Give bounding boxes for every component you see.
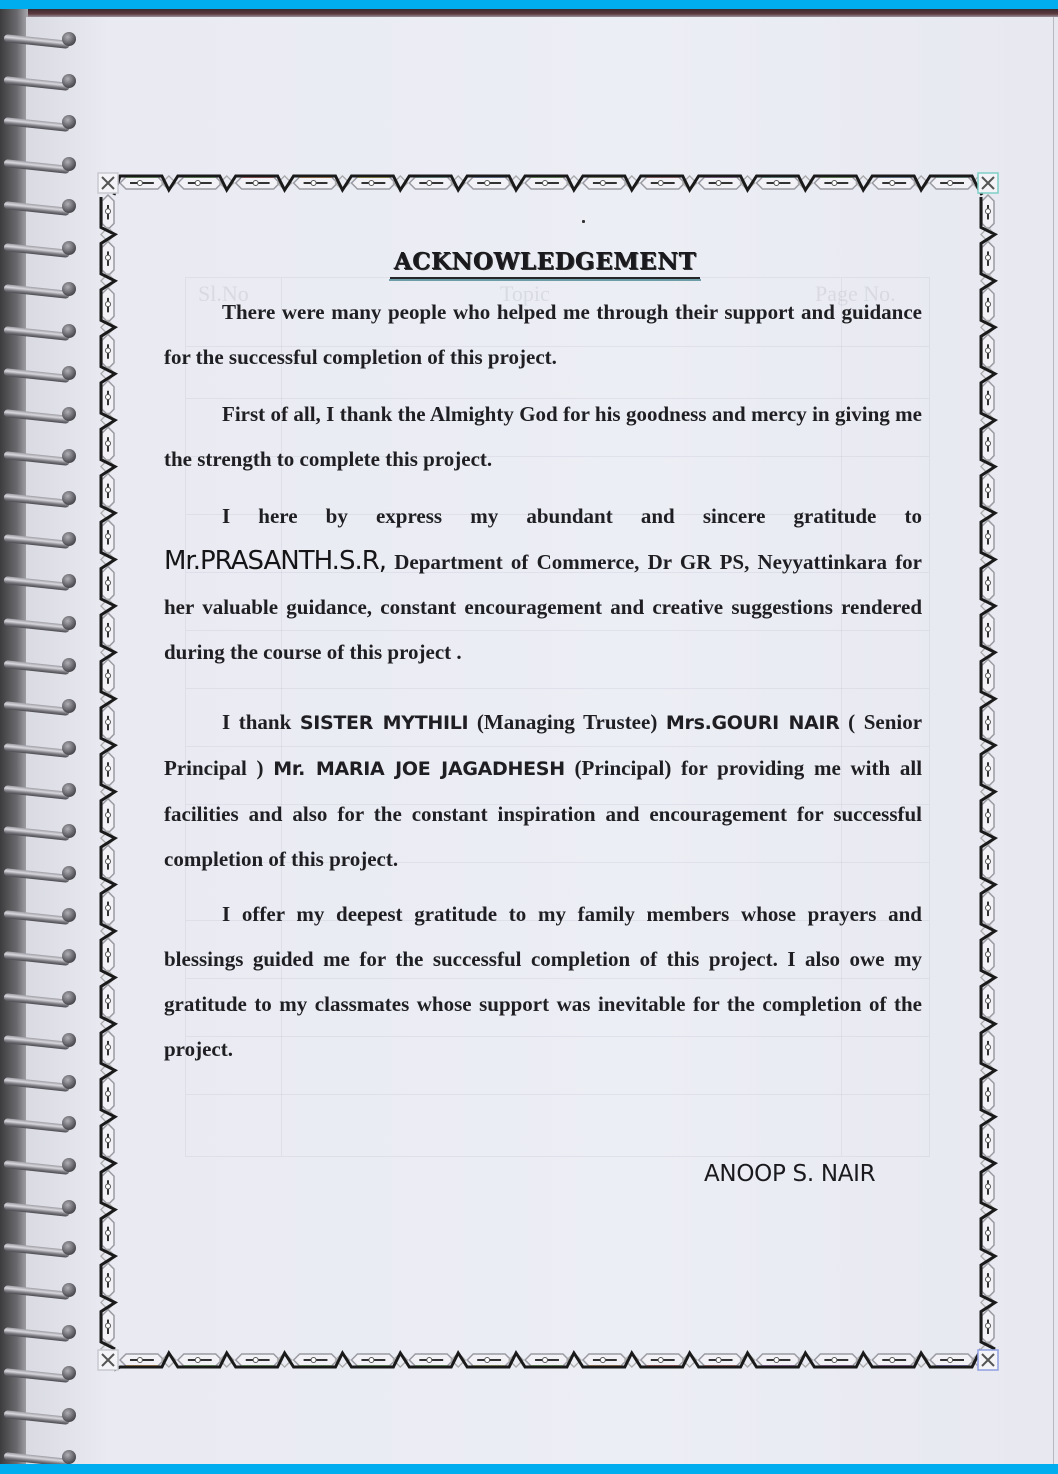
spiral-coil-icon: [4, 240, 80, 254]
ghost-header-slno: Sl.No: [198, 281, 249, 306]
spiral-coil-icon: [4, 1115, 80, 1129]
spiral-coil-icon: [4, 281, 80, 295]
spiral-coil-icon: [4, 1407, 80, 1421]
spiral-coil-icon: [4, 490, 80, 504]
spiral-coil-icon: [4, 657, 80, 671]
page-top-edge: [0, 9, 1058, 17]
spiral-coil-icon: [4, 448, 80, 462]
paragraph-5-text: I offer my deepest gratitude to my family members whose prayers and blessings guided me for the successful completion of this project. I also owe my gratitude to my classmates whose support was inevitable for the completion of the project.: [164, 902, 922, 1061]
spiral-coil-icon: [4, 406, 80, 420]
spiral-coil-icon: [4, 198, 80, 212]
ghost-header-page: Page No.: [815, 281, 896, 306]
spiral-coil-icon: [4, 698, 80, 712]
spiral-coil-icon: [4, 1032, 80, 1046]
ghost-header-topic: Topic: [500, 281, 550, 306]
paragraph-4: [164, 700, 922, 882]
spiral-coil-icon: [4, 1282, 80, 1296]
spiral-coil-icon: [4, 31, 80, 45]
spiral-coil-icon: [4, 1074, 80, 1088]
spiral-coil-icon: [4, 531, 80, 545]
spiral-coil-icon: [4, 948, 80, 962]
spiral-coil-icon: [4, 615, 80, 629]
paragraph-1: [164, 290, 922, 380]
paragraph-3: [164, 494, 922, 675]
spiral-coil-icon: [4, 1365, 80, 1379]
paragraph-3-lead: I here by express my abundant and sincere gratitude to: [222, 504, 922, 528]
signature: ANOOP S. NAIR: [704, 1161, 876, 1187]
spiral-coil-icon: [4, 1157, 80, 1171]
ink-dot: [582, 220, 585, 223]
spiral-coil-icon: [4, 73, 80, 87]
spiral-coil-icon: [4, 907, 80, 921]
guide-name: Mr.PRASANTH.S.R,: [164, 546, 387, 576]
spiral-coil-icon: [4, 865, 80, 879]
spiral-coil-icon: [4, 156, 80, 170]
spiral-coil-icon: [4, 323, 80, 337]
title-underline: [389, 279, 701, 281]
paragraph-1-text: There were many people who helped me through their support and guidance for the successful completion of this project.: [164, 300, 922, 369]
paragraph-4-lead: I thank: [222, 710, 292, 734]
page-title: ACKNOWLEDGEMENT: [390, 247, 700, 281]
principal-name: Mr. MARIA JOE JAGADHESH: [273, 758, 565, 780]
senior-principal-role: ( Senior Principal ): [164, 710, 923, 780]
spiral-coil-icon: [4, 990, 80, 1004]
spiral-coil-icon: [4, 740, 80, 754]
paragraph-2-text: First of all, I thank the Almighty God for his goodness and mercy in giving me the strength to complete this project.: [164, 402, 922, 471]
spiral-coil-icon: [4, 823, 80, 837]
scanned-notebook: [0, 9, 1058, 1464]
spiral-coil-icon: [4, 1449, 80, 1463]
paragraph-2: [164, 392, 922, 482]
paragraph-3-rest: Department of Commerce, Dr GR PS, Neyyattinkara for her valuable guidance, constant encouragement and creative suggestions rendered during the course of this project .: [164, 550, 923, 664]
senior-principal-name: Mrs.GOURI NAIR: [665, 712, 840, 734]
spiral-coil-icon: [4, 1240, 80, 1254]
spiral-coil-icon: [4, 365, 80, 379]
spiral-coil-icon: [4, 114, 80, 128]
spiral-coil-icon: [4, 782, 80, 796]
paragraph-5: [164, 892, 922, 1072]
spiral-coil-icon: [4, 573, 80, 587]
spiral-coil-icon: [4, 1199, 80, 1213]
spiral-coil-icon: [4, 1324, 80, 1338]
trustee-role: (Managing Trustee): [476, 710, 658, 734]
paragraph-4-rest: (Principal) for providing me with all facilities and also for the constant inspiration and encouragement for successful completion of this project.: [164, 756, 923, 871]
bottom-frame-band: [0, 1464, 1058, 1474]
trustee-name: SISTER MYTHILI: [299, 712, 469, 734]
